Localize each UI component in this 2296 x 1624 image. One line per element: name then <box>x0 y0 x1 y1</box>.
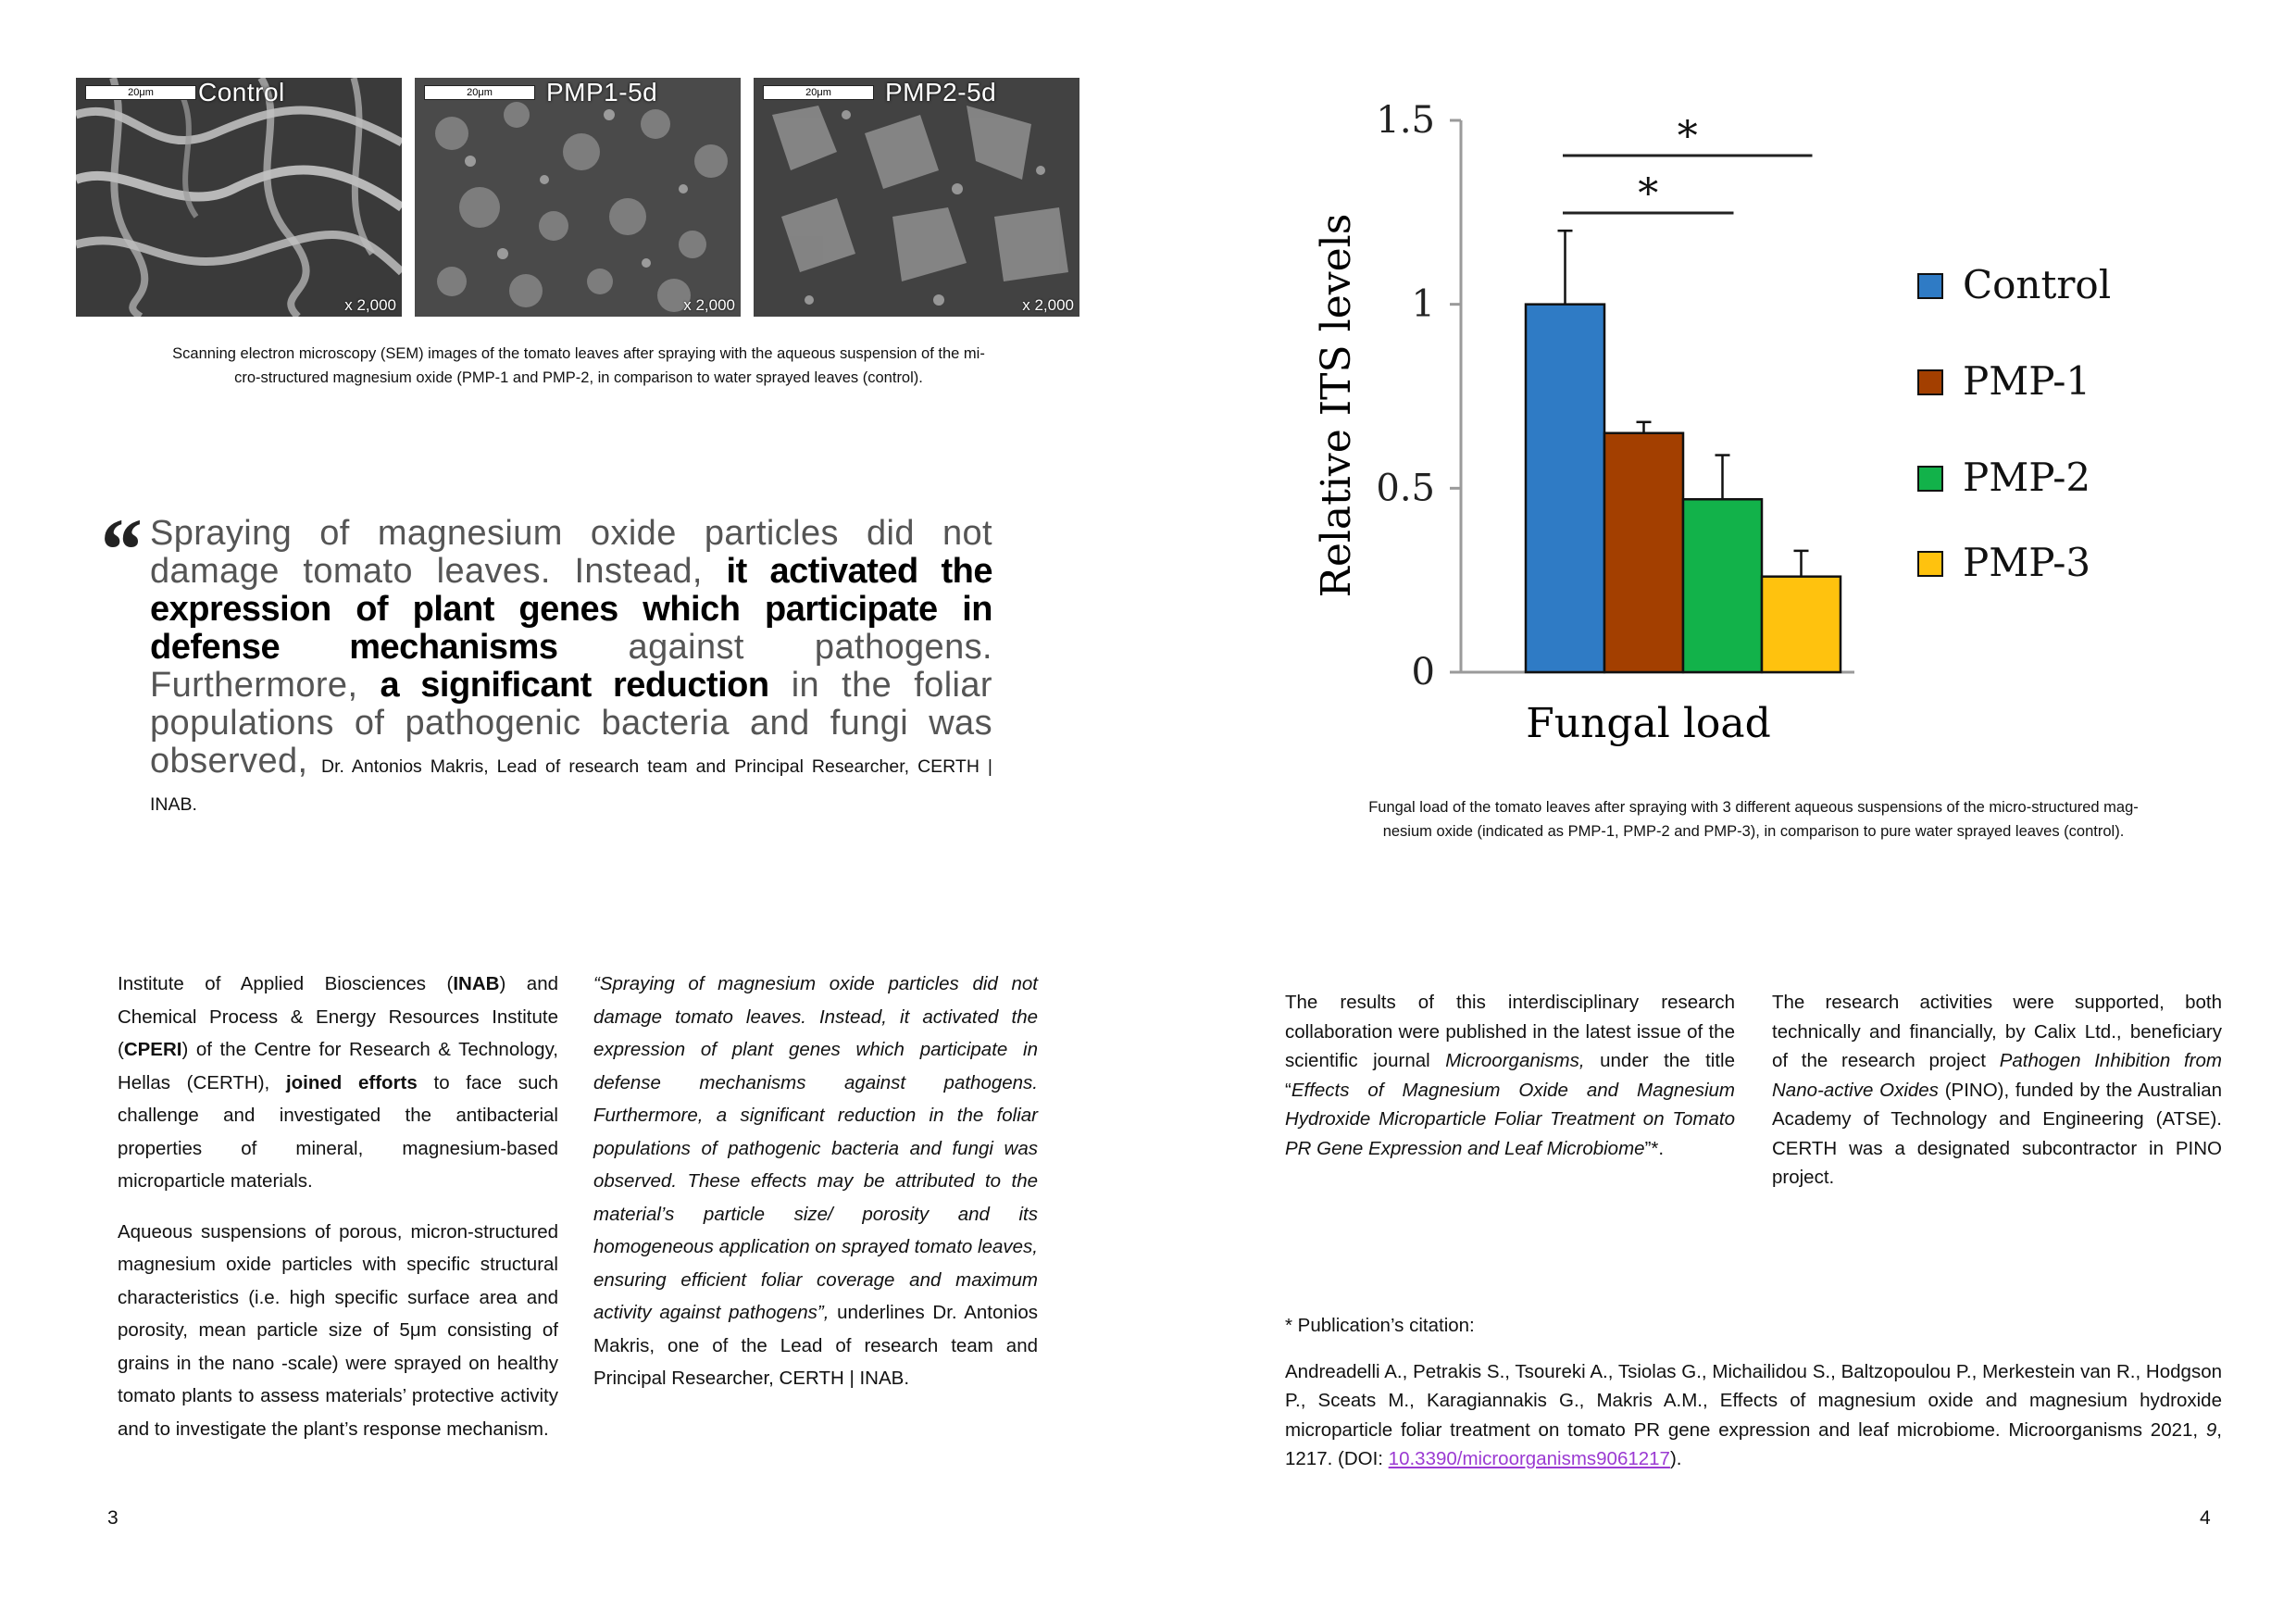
body-column-2 <box>593 968 1038 1413</box>
significance-star: * <box>1677 113 1698 160</box>
bar-control <box>1526 305 1604 672</box>
y-tick-label: 0.5 <box>1376 467 1435 510</box>
fungal-load-chart <box>1296 74 2148 778</box>
chart-caption <box>1283 795 2224 843</box>
pull-quote-attribution: Dr. Antonios Makris, Lead of research team and Principal Researcher, CERTH | INAB. <box>150 756 992 815</box>
citation-block <box>1285 1311 2222 1492</box>
sem-caption <box>74 342 1083 390</box>
doi-link[interactable]: 10.3390/microorganisms9061217 <box>1388 1448 1670 1469</box>
sem-label: Control <box>198 78 285 106</box>
text: Andreadelli A., Petrakis S., Tsoureki A., Tsiolas G., Michailidou S., Baltzopoulou P., Merkestein van R., Hodgson P., Sceats M., Karagiannakis G., Makris A.M., Effects of magnesium oxide and magnesium hydroxide microparticle foliar treatment on tomato PR gene expression and leaf microbiome. Microorganisms 2021, <box>1285 1360 2222 1441</box>
legend-swatch <box>1918 467 1942 491</box>
caption-line: Scanning electron microscopy (SEM) images of the tomato leaves after spraying with the aqueous suspension of the mi- <box>172 345 985 362</box>
legend-label: PMP-1 <box>1963 358 2091 404</box>
pull-quote-bold: it activated the expression of plant genes which participate in defense mechanisms <box>150 552 992 667</box>
italic-text: Microorganisms, <box>1445 1050 1585 1071</box>
citation-heading: * Publication’s citation: <box>1285 1315 1475 1336</box>
text: ”*. <box>1644 1137 1665 1159</box>
paragraph: Aqueous suspensions of porous, micron-structured magnesium oxide particles with specific structural characteristics (i.e. high specific surface area and porosity, mean particle size of 5μm consisting of grains in the nano -scale) were sprayed on healthy tomato plants to assess materials’ protective activity and to investigate the plant’s response mechanism. <box>118 1220 558 1440</box>
text: under the title “ <box>1285 1050 1735 1101</box>
y-tick-label: 1 <box>1411 282 1435 326</box>
sem-magnification: x 2,000 <box>344 296 396 314</box>
sem-texture <box>415 78 741 317</box>
sem-image-pmp1 <box>415 78 741 317</box>
x-axis-label: Fungal load <box>1526 700 1771 747</box>
text: ) and Chemical Process & Energy Resources Institute ( <box>118 973 558 1060</box>
sem-magnification: x 2,000 <box>683 296 735 314</box>
sem-texture <box>754 78 1079 317</box>
sem-texture <box>76 78 402 317</box>
sem-label: PMP1-5d <box>546 78 658 106</box>
sem-image-control <box>76 78 402 317</box>
quote-mark-icon: “ <box>96 500 141 599</box>
bar-pmp-1 <box>1604 433 1683 672</box>
caption-line: nesium oxide (indicated as PMP-1, PMP-2 and PMP-3), in comparison to pure water sprayed leaves (control). <box>1382 823 2125 840</box>
pull-quote-text: against pathogens. Furthermore, <box>150 628 992 705</box>
italic-quote: “Spraying of magnesium oxide particles did not damage tomato leaves. Instead, it activated the expression of plant genes which participate in defense mechanisms against pathogens. Furthermore, a significant reduction in the foliar populations of pathogenic bacteria and fungi was observed. These effects may be attributed to the material’s particle size/ porosity and its homogeneous application on sprayed tomato leaves, ensuring efficient foliar coverage and maximum activity against pathogens”, <box>593 973 1038 1323</box>
scale-bar: 20μm <box>85 85 196 100</box>
scale-bar: 20μm <box>763 85 874 100</box>
legend-swatch <box>1918 274 1942 298</box>
page-number: 3 <box>107 1507 119 1529</box>
body-column-1 <box>118 968 558 1463</box>
bold-text: CPERI <box>123 1039 182 1060</box>
text: ). <box>1669 1448 1682 1469</box>
sem-magnification: x 2,000 <box>1022 296 1074 314</box>
legend-swatch <box>1918 552 1942 576</box>
paragraph <box>118 968 558 1198</box>
bar-pmp-2 <box>1683 499 1762 672</box>
text: to face such challenge and investigated the antibacterial properties of mineral, magnesium-based microparticle materials. <box>118 1071 559 1192</box>
sem-image-pmp2 <box>754 78 1079 317</box>
text: Institute of Applied Biosciences ( <box>118 973 454 994</box>
text: (PINO), funded by the Australian Academy of Technology and Engineering (ATSE). CERTH was a designated subcontractor in PINO project. <box>1772 1079 2222 1188</box>
legend-label: Control <box>1963 262 2112 307</box>
text: The results of this interdisciplinary research collaboration were published in the latest issue of the scientific journal <box>1285 992 1735 1071</box>
text: underlines Dr. Antonios Makris, one of the Lead of research team and Principal Researcher, CERTH | INAB. <box>593 1302 1038 1389</box>
text: ) of the Centre for Research & Technology, Hellas (CERTH), <box>118 1039 558 1093</box>
text: , 1217. (DOI: <box>1285 1418 2222 1469</box>
legend-swatch <box>1918 370 1942 394</box>
italic-text: Effects of Magnesium Oxide and Magnesium Hydroxide Microparticle Foliar Treatment on Tomato PR Gene Expression and Leaf Microbiome <box>1285 1079 1735 1159</box>
bold-text: joined efforts <box>285 1071 418 1093</box>
pull-quote-text: in the foliar populations of pathogenic bacteria and fungi was observed, <box>150 666 992 781</box>
bar-pmp-3 <box>1762 577 1841 672</box>
y-tick-label: 1.5 <box>1376 99 1435 142</box>
pull-quote <box>150 515 992 818</box>
bold-text: INAB <box>453 973 500 994</box>
scale-bar: 20μm <box>424 85 535 100</box>
body-column-4 <box>1772 988 2222 1210</box>
page-number: 4 <box>2200 1507 2211 1529</box>
pull-quote-text: Spraying of magnesium oxide particles did not damage tomato leaves. Instead, <box>150 514 992 591</box>
legend-label: PMP-2 <box>1963 455 2091 500</box>
paragraph <box>593 968 1038 1395</box>
paragraph <box>1772 988 2222 1193</box>
legend-label: PMP-3 <box>1963 540 2091 585</box>
body-column-3 <box>1285 988 1735 1181</box>
caption-line: Fungal load of the tomato leaves after spraying with 3 different aqueous suspensions of the micro-structured mag- <box>1368 799 2139 816</box>
italic-text: Pathogen Inhibition from Nano-active Oxides <box>1772 1050 2222 1101</box>
significance-star: * <box>1638 170 1659 218</box>
citation-text <box>1285 1357 2222 1474</box>
pull-quote-bold: a significant reduction <box>380 666 769 705</box>
sem-label: PMP2-5d <box>885 78 997 106</box>
y-axis-label: Relative ITS levels <box>1313 213 1360 598</box>
caption-line: cro-structured magnesium oxide (PMP-1 and PMP-2, in comparison to water sprayed leaves (control). <box>234 369 923 386</box>
paragraph <box>1285 988 1735 1163</box>
italic-text: 9 <box>2205 1418 2217 1441</box>
y-tick-label: 0 <box>1411 651 1435 693</box>
text: The research activities were supported, both technically and financially, by Calix Ltd., beneficiary of the research project <box>1772 992 2222 1071</box>
